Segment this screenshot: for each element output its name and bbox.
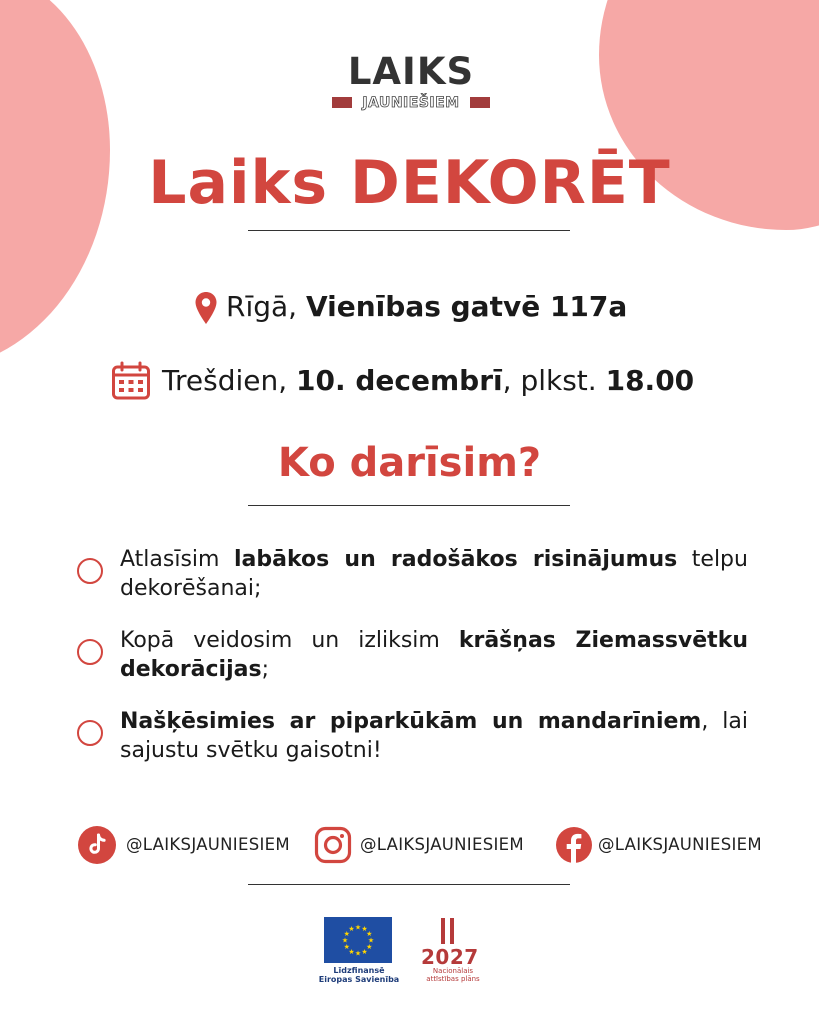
activity-text: Atlasīsim: [120, 547, 234, 572]
activity-item: [120, 626, 748, 684]
datetime-sep: , plkst.: [502, 364, 597, 397]
nap-number: 2027: [421, 945, 479, 969]
eu-star-icon: ★: [354, 923, 362, 932]
logo-sub-text: JAUNIEŠIEM: [362, 95, 460, 111]
bullet-circle-icon: [77, 720, 103, 746]
location-address: Vienības gatvē 117a: [305, 290, 628, 323]
location-city: Rīgā,: [226, 290, 298, 323]
section-subtitle: Ko darīsim?: [277, 440, 542, 486]
activity-text: Kopā veidosim un izliksim: [120, 628, 459, 653]
eu-star-icon: ★: [361, 925, 368, 934]
activity-highlight: labākos un radošākos risinājumus: [233, 547, 678, 572]
nap-logo-icon: [438, 918, 458, 948]
divider: [248, 230, 570, 231]
divider: [248, 505, 570, 506]
laiks-jauniesiem-logo: [330, 52, 492, 114]
tiktok-handle[interactable]: @LAIKSJAUNIESIEM: [126, 835, 290, 854]
eu-caption-line: Līdzfinansē: [333, 966, 385, 975]
activity-highlight: Našķēsimies ar piparkūkām un mandarīniem: [120, 709, 702, 734]
logo-stripe-right: [470, 97, 490, 108]
activity-highlight: krāšņas Ziemassvētku dekorācijas: [120, 628, 748, 682]
instagram-icon[interactable]: [314, 826, 352, 868]
eu-flag-icon: [324, 917, 392, 963]
eu-star-icon: ★: [343, 930, 350, 938]
eu-star-icon: ★: [341, 936, 349, 945]
datetime-day: Trešdien,: [162, 364, 288, 397]
bullet-circle-icon: [77, 639, 103, 665]
location-text: [226, 290, 627, 323]
eu-star-icon: ★: [366, 943, 373, 951]
bullet-circle-icon: [77, 558, 103, 584]
nap-caption: [424, 967, 482, 983]
eu-star-icon: ★: [366, 930, 373, 938]
nap-caption-line: attīstības plāns: [426, 975, 480, 983]
datetime-text: [162, 364, 694, 397]
eu-caption-line: Eiropas Savienība: [318, 975, 400, 984]
logo-stripe-left: [332, 97, 352, 108]
activity-item: [120, 707, 748, 765]
eu-star-icon: ★: [348, 925, 355, 934]
datetime-date: 10. decembrī: [296, 364, 503, 397]
instagram-handle[interactable]: @LAIKSJAUNIESIEM: [360, 835, 524, 854]
activity-text: telpu dekorēšanai;: [120, 547, 748, 601]
activity-text: , lai sajustu svētku gaisotni!: [120, 709, 748, 763]
eu-caption: [318, 966, 400, 984]
eu-star-icon: ★: [343, 943, 350, 951]
nap-caption-line: Nacionālais: [432, 967, 474, 975]
divider: [248, 884, 570, 885]
tiktok-icon[interactable]: [77, 825, 117, 869]
page-title: Laiks DEKORĒT: [148, 148, 671, 218]
datetime-time: 18.00: [605, 364, 695, 397]
activity-item: [120, 545, 748, 603]
facebook-icon[interactable]: [555, 826, 593, 868]
location-pin-icon: [194, 291, 218, 329]
eu-star-icon: ★: [367, 936, 375, 945]
eu-star-icon: ★: [348, 947, 355, 956]
eu-star-icon: ★: [354, 949, 362, 958]
logo-main-text: LAIKS: [347, 50, 475, 93]
activity-text: ;: [261, 657, 270, 682]
calendar-icon: [111, 361, 151, 405]
eu-star-icon: ★: [361, 947, 368, 956]
facebook-handle[interactable]: @LAIKSJAUNIESIEM: [598, 835, 762, 854]
